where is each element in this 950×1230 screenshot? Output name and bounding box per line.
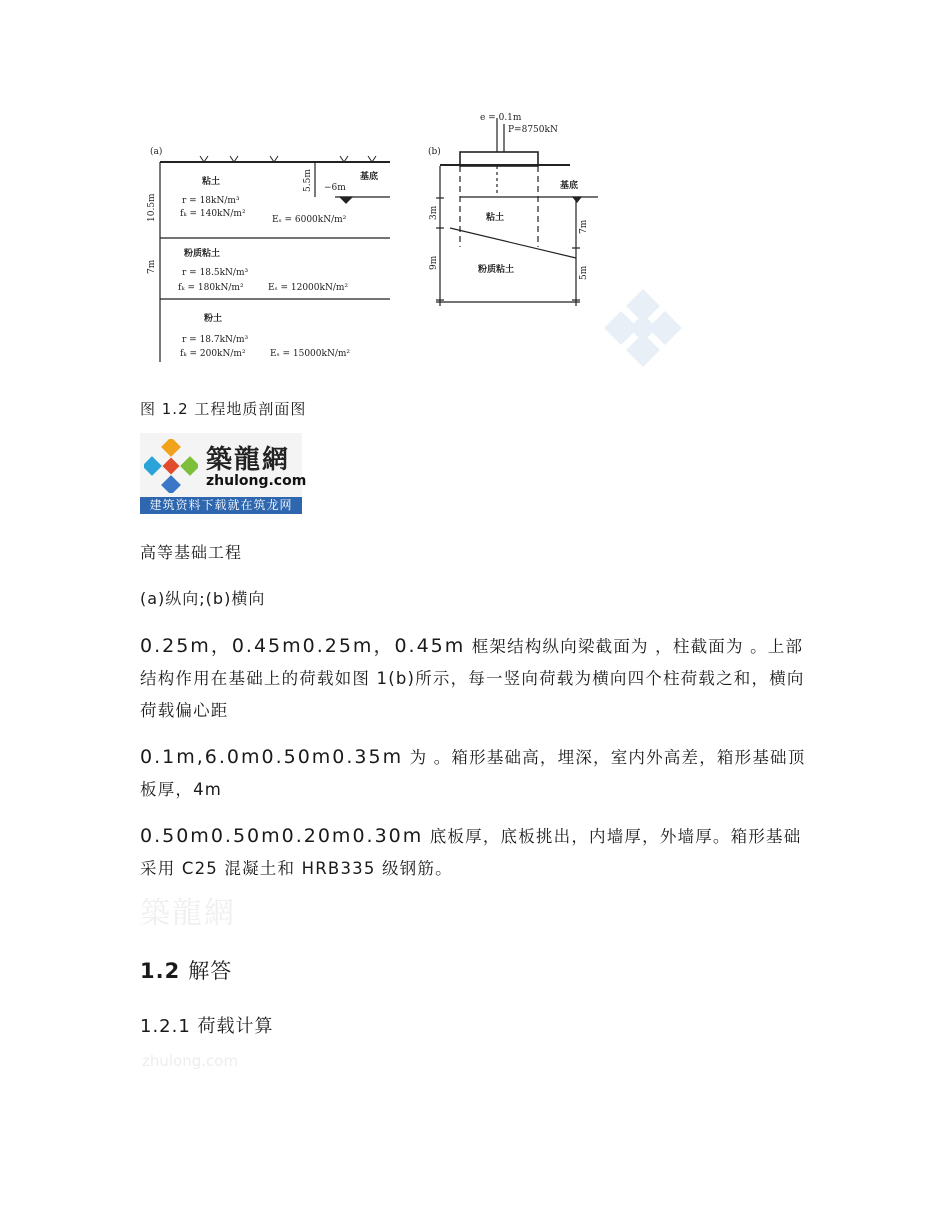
paragraph-1-dimensions: 0.25m，0.45m0.25m，0.45m <box>140 635 466 657</box>
layer-b-clay: 粘土 <box>486 213 505 223</box>
zhulong-logo <box>140 433 307 514</box>
section-title: 解答 <box>188 959 233 983</box>
panel-a-labels <box>147 146 378 359</box>
base-label-b: 基底 <box>560 181 579 191</box>
panel-a <box>160 156 390 362</box>
layer-b-silty-clay: 粉质粘土 <box>478 265 515 275</box>
paragraph-1-text: 框架结构纵向梁截面为 ，柱截面为 。上部结构作用在基础上的荷载如图 1(b)所示，每一竖向荷载为横向四个柱荷载之和，横向荷载偏心距 <box>140 637 805 720</box>
dim-10-5m: 10.5m <box>147 193 157 222</box>
layer-silt-name: 粉土 <box>204 314 223 324</box>
layer-clay-es: Eₛ = 6000kN/m² <box>272 215 347 225</box>
section-number: 1.2 <box>140 959 181 983</box>
paragraph-3-text: 底板厚，底板挑出，内墙厚，外墙厚。箱形基础采用 C25 混凝土和 HRB335 级钢筋。 <box>140 827 802 878</box>
paragraph-2-dimensions: 0.1m,6.0m0.50m0.35m <box>140 746 404 768</box>
base-label-a: 基底 <box>360 172 379 182</box>
paragraph-2 <box>140 741 810 806</box>
panel-b-label: (b) <box>428 147 441 157</box>
figure-caption: 图 1.2 工程地质剖面图 <box>140 400 307 418</box>
section-direction-line: (a)纵向;(b)横向 <box>140 589 266 608</box>
dim-7m-b: 7m <box>579 219 589 234</box>
layer-silt-fk: fₖ = 200kN/m² <box>180 349 246 359</box>
paragraph-3-dimensions: 0.50m0.50m0.20m0.30m <box>140 825 424 847</box>
dim-9m: 9m <box>429 255 439 270</box>
layer-clay-gamma: r = 18kN/m³ <box>182 196 240 206</box>
logo-domain: zhulong.com <box>206 473 307 489</box>
panel-a-label: (a) <box>150 147 163 157</box>
faint-watermark-text: 築龍網 <box>140 896 236 931</box>
geological-section-figure <box>140 110 700 370</box>
panel-b <box>436 118 598 306</box>
layer-silty-clay-es: Eₛ = 12000kN/m² <box>268 283 348 293</box>
logo-banner: 建筑资料下载就在筑龙网 <box>140 497 302 514</box>
subsection-heading: 1.2.1 荷载计算 <box>140 1016 274 1037</box>
layer-clay-fk: fₖ = 140kN/m² <box>180 209 246 219</box>
dim-5m: 5m <box>579 265 589 280</box>
dim-7m-a: 7m <box>147 259 157 274</box>
layer-silty-clay-name: 粉质粘土 <box>184 249 221 259</box>
eccentricity-label: e = 0.1m <box>480 113 522 123</box>
faint-logo-watermark-icon <box>604 289 682 367</box>
load-label: P=8750kN <box>508 125 558 135</box>
logo-body <box>140 433 307 497</box>
zhulong-emblem-icon <box>144 439 198 493</box>
subject-line: 高等基础工程 <box>140 543 243 562</box>
layer-silt-gamma: r = 18.7kN/m³ <box>182 335 249 345</box>
layer-silty-clay-gamma: r = 18.5kN/m³ <box>182 268 249 278</box>
faint-watermark-url: zhulong.com <box>142 1052 239 1070</box>
dim-minus-6m: −6m <box>324 183 346 193</box>
dim-5-5m: 5.5m <box>303 169 313 192</box>
paragraph-2-text: 为 。箱形基础高，埋深，室内外高差，箱形基础顶板厚，4m <box>140 748 806 799</box>
layer-clay-name: 粘土 <box>202 177 221 187</box>
dim-3m: 3m <box>429 205 439 220</box>
paragraph-1 <box>140 630 810 727</box>
paragraph-3 <box>140 820 810 885</box>
layer-silt-es: Eₛ = 15000kN/m² <box>270 349 350 359</box>
logo-chinese-name: 築龍網 <box>206 445 291 475</box>
section-heading <box>140 955 232 985</box>
layer-silty-clay-fk: fₖ = 180kN/m² <box>178 283 244 293</box>
